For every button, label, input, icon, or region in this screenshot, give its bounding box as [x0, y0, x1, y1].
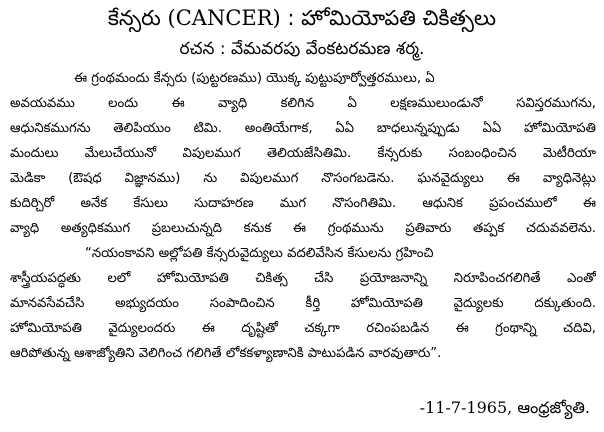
body-line: మందులు మేలుచేయునో విపులముగ తెలియజేసితిమి. కేన్సరుకు సంబంధించిన మెటీరియా — [10, 146, 596, 161]
citation — [420, 395, 590, 421]
author-line: రచన : వేమవరపు వేంకటరమణ శర్మ. — [179, 39, 425, 59]
body-paragraphs — [10, 66, 596, 366]
title-separator: : — [287, 6, 295, 30]
quote-line: హోమియోపతి వైద్యులందరు ఈ దృష్టితో చక్కగా రచింపబడిన ఈ గ్రంథాన్ని చదివి, — [10, 321, 596, 336]
body-line: కుదిర్చిరో అనేక కేసులు సుదాహరణ ముగ నొసంగితిమి. ఆధునిక ప్రపంచములో ఈ — [10, 196, 596, 211]
body-line: వ్యాధి అత్యధికముగ ప్రబలుచున్నది కనుక ఈ గ్రంథమును ప్రతివారు తప్పక చదువవలెను. — [10, 221, 596, 236]
quote-line: శాస్త్రీయపద్ధతు లలో హోమియోపతి చికిత్స చేసి ప్రయోజనాన్ని నిరూపించగలిగితే ఎంతో — [10, 271, 596, 286]
quote-line: మానవసేవచేసి అభ్యుదయం సంపాదించిన కీర్తి హోమియోపతి వైద్యులకు దక్కుతుంది. — [10, 296, 596, 311]
body-line: ఆధునికముగను తెలిపియుం టిమి. అంతియేగాక, ఏఏ బాధలున్నప్పుడు ఏఏ హోమియోపతి — [10, 121, 596, 136]
body-line: మెడికా (ఔషధ విజ్ఞానము) ను విపులముగ నొసంగబడెను. ఘనవైద్యులు ఈ వ్యాధినెట్లు — [10, 171, 596, 186]
quote-line: ఆరిపోతున్న ఆశాజ్యోతిని వెలిగించ గలిగితే లోకకళ్యాణానికి పాటుపడిన వారవుతారు”. — [10, 346, 442, 361]
title-english: (CANCER) — [167, 6, 281, 30]
title-subtitle: హోమియోపతి చికిత్సలు — [301, 6, 497, 30]
quote-line: “నయంకావని అల్లోపతి కేన్సరువైద్యులు వదలివేసిన కేసులను గ్రహించి — [85, 246, 434, 261]
citation-source: ఆంధ్రజ్యోతి. — [517, 398, 590, 417]
citation-date: -11-7-1965, — [419, 398, 513, 417]
title-telugu: కేన్సరు — [107, 6, 161, 30]
body-line: అవయవము లందు ఈ వ్యాధి కలిగిన ఏ లక్షణములుండునో సవిస్తరముగను, — [10, 96, 596, 111]
body-line: ఈ గ్రంథమందు కేన్సరు (పుట్టరణము) యొక్క పుట్టుపూర్వోత్తరములు, ఏ — [74, 71, 435, 86]
page-title — [0, 4, 604, 32]
